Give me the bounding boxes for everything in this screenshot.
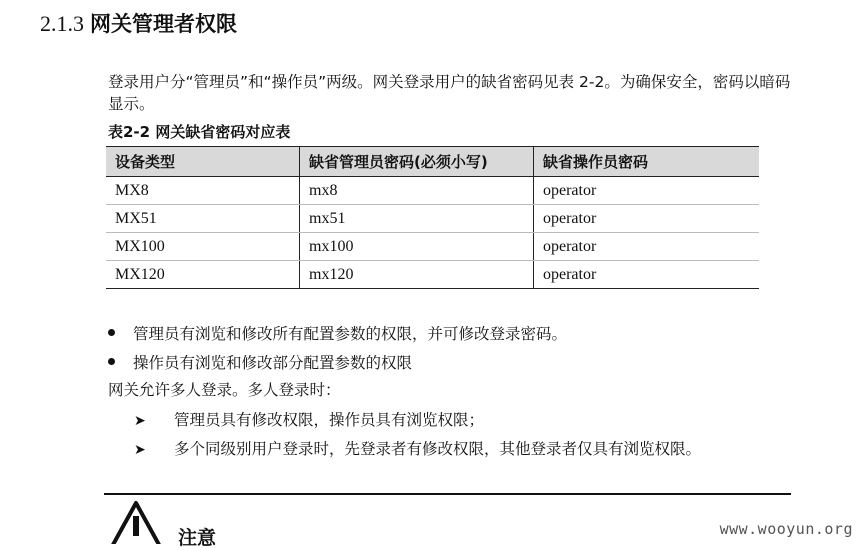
sub-list-item bbox=[134, 408, 484, 430]
divider bbox=[104, 493, 791, 495]
bullet-dot-icon bbox=[108, 329, 115, 336]
cell-operator-password: operator bbox=[534, 177, 760, 205]
intro-paragraph: 登录用户分“管理员”和“操作员”两级。网关登录用户的缺省密码见表 2-2。为确保安全，密码以暗码显示。 bbox=[108, 73, 791, 113]
bullet-text: 操作员有浏览和修改部分配置参数的权限 bbox=[133, 354, 413, 372]
table-header-row bbox=[106, 147, 759, 177]
notice-title: 注意 bbox=[178, 527, 217, 549]
multi-login-paragraph: 网关允许多人登录。多人登录时： bbox=[108, 381, 341, 399]
watermark: www.wooyun.org bbox=[719, 520, 853, 538]
table-row bbox=[106, 261, 759, 289]
default-password-table bbox=[106, 146, 759, 289]
cell-admin-password: mx8 bbox=[300, 177, 534, 205]
cell-operator-password: operator bbox=[534, 233, 760, 261]
cell-operator-password: operator bbox=[534, 205, 760, 233]
arrow-right-icon: ➤ bbox=[134, 413, 146, 429]
sub-item-text: 多个同级别用户登录时，先登录者有修改权限，其他登录者仅具有浏览权限。 bbox=[174, 440, 702, 458]
cell-device: MX100 bbox=[106, 233, 300, 261]
warning-triangle-icon bbox=[106, 500, 166, 544]
bullet-dot-icon bbox=[108, 358, 115, 365]
sub-item-text: 管理员具有修改权限，操作员具有浏览权限； bbox=[174, 411, 485, 429]
table-caption: 表2-2 网关缺省密码对应表 bbox=[108, 123, 291, 141]
header-operator-password: 缺省操作员密码 bbox=[534, 147, 760, 177]
table-row bbox=[106, 177, 759, 205]
bullet-item bbox=[108, 322, 567, 344]
table-row bbox=[106, 205, 759, 233]
section-number: 2.1.3 bbox=[40, 11, 84, 36]
bullet-text: 管理员有浏览和修改所有配置参数的权限，并可修改登录密码。 bbox=[133, 325, 568, 343]
cell-device: MX120 bbox=[106, 261, 300, 289]
section-title: 网关管理者权限 bbox=[90, 12, 237, 36]
section-heading bbox=[40, 8, 237, 38]
cell-admin-password: mx51 bbox=[300, 205, 534, 233]
arrow-right-icon: ➤ bbox=[134, 442, 146, 458]
header-admin-password: 缺省管理员密码(必须小写) bbox=[300, 147, 534, 177]
cell-device: MX51 bbox=[106, 205, 300, 233]
cell-operator-password: operator bbox=[534, 261, 760, 289]
header-device-type: 设备类型 bbox=[106, 147, 300, 177]
cell-admin-password: mx120 bbox=[300, 261, 534, 289]
table-row bbox=[106, 233, 759, 261]
cell-admin-password: mx100 bbox=[300, 233, 534, 261]
bullet-item bbox=[108, 351, 412, 373]
sub-list-item bbox=[134, 437, 701, 459]
cell-device: MX8 bbox=[106, 177, 300, 205]
